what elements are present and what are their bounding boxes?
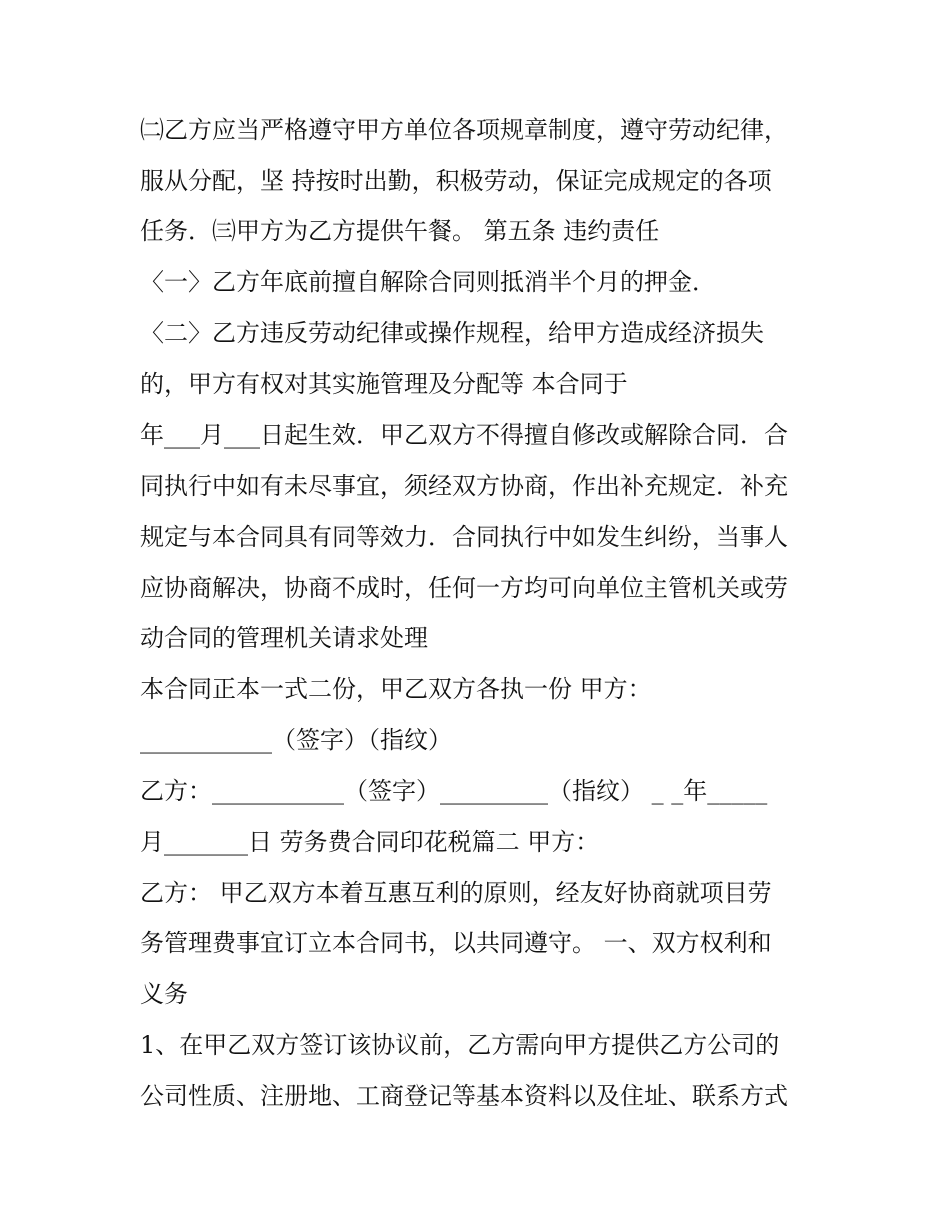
text-line: 规定与本合同具有同等效力．合同执行中如发生纠纷，当事人 bbox=[140, 523, 788, 551]
text-line: 月_______日 劳务费合同印花税篇二 甲方： bbox=[140, 828, 600, 856]
text-line: 〈二〉乙方违反劳动纪律或操作规程，给甲方造成经济损失 bbox=[140, 319, 764, 347]
text-line: 义务 bbox=[140, 980, 188, 1008]
text-line: 服从分配，坚 持按时出勤，积极劳动，保证完成规定的各项 bbox=[140, 167, 772, 195]
text-line: 动合同的管理机关请求处理 bbox=[140, 624, 428, 652]
text-line: 务管理费事宜订立本合同书，以共同遵守。 一、双方权利和 bbox=[140, 929, 772, 957]
signature-line-party-a: ___________（签字）（指纹） bbox=[140, 726, 452, 754]
text-line: 公司性质、注册地、工商登记等基本资料以及住址、联系方式 bbox=[140, 1082, 788, 1110]
text-line: 年___月___日起生效．甲乙双方不得擅自修改或解除合同．合 bbox=[140, 421, 788, 449]
signature-line-party-b: 乙方：___________（签字）_________（指纹） _ _年_____ bbox=[140, 777, 768, 805]
text-line: 应协商解决，协商不成时，任何一方均可向单位主管机关或劳 bbox=[140, 574, 788, 602]
text-line: 乙方： 甲乙双方本着互惠互利的原则，经友好协商就项目劳 bbox=[140, 879, 772, 907]
text-line: 同执行中如有未尽事宜，须经双方协商，作出补充规定．补充 bbox=[140, 472, 788, 500]
text-line: 1、在甲乙双方签订该协议前，乙方需向甲方提供乙方公司的 bbox=[140, 1031, 780, 1059]
text-line: 的，甲方有权对其实施管理及分配等 本合同于 bbox=[140, 370, 628, 398]
text-line: 本合同正本一式二份，甲乙双方各执一份 甲方： bbox=[140, 675, 652, 703]
text-line: 〈一〉乙方年底前擅自解除合同则抵消半个月的押金． bbox=[140, 268, 716, 296]
text-line: ㈡乙方应当严格遵守甲方单位各项规章制度，遵守劳动纪律， bbox=[140, 116, 788, 144]
text-line: 任务．㈢甲方为乙方提供午餐。 第五条 违约责任 bbox=[140, 217, 660, 245]
